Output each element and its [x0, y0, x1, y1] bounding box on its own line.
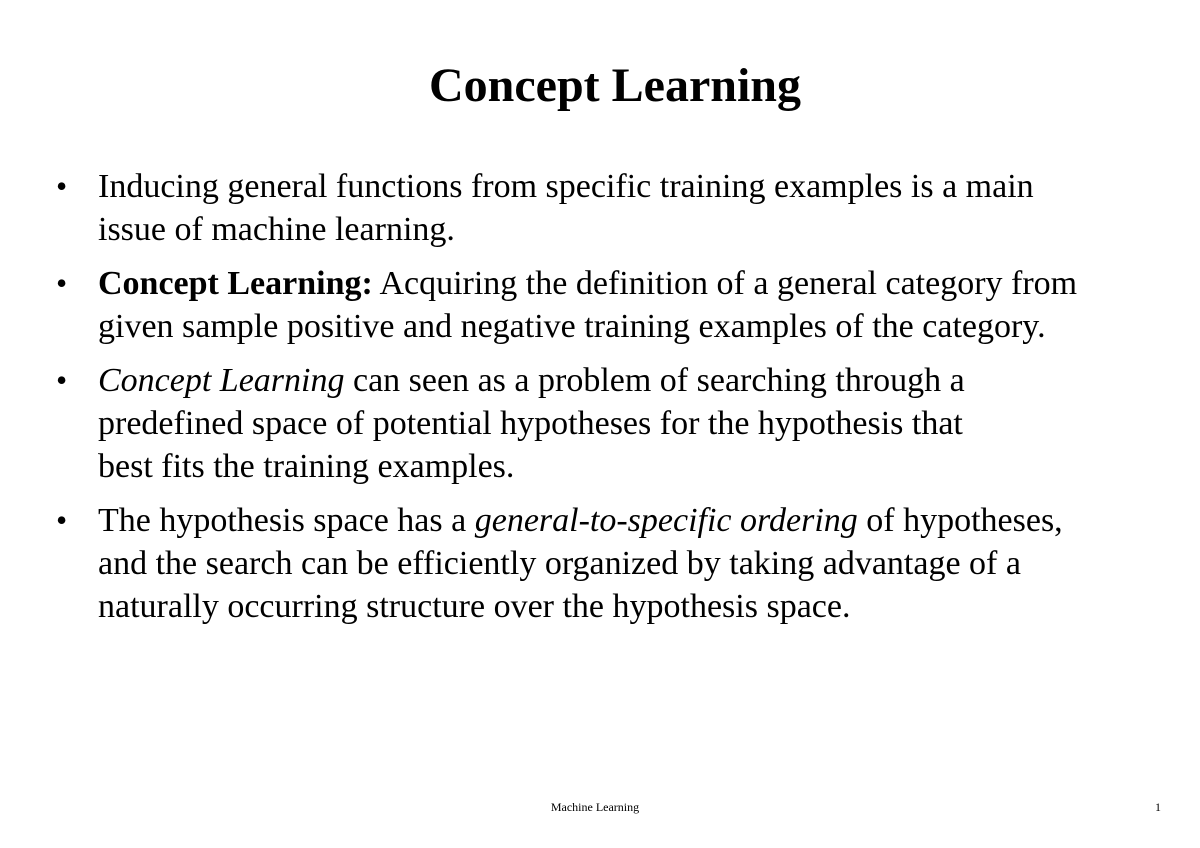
- bullet-icon: •: [56, 502, 68, 538]
- slide-title: Concept Learning: [429, 59, 801, 112]
- bullet-item-3: [0, 359, 1200, 488]
- bullet-3-line-2: predefined space of potential hypotheses for the hypothesis that: [98, 405, 963, 442]
- bullet-icon: •: [56, 168, 68, 204]
- bullet-item-4: [0, 499, 1200, 628]
- bullet-item-1: [0, 165, 1200, 251]
- bullet-2-line-1: [98, 262, 1180, 305]
- footer-course-title: Machine Learning: [550, 800, 640, 814]
- bullet-list: [0, 165, 1200, 639]
- bullet-icon: •: [56, 265, 68, 301]
- bullet-3-italic-term: Concept Learning: [98, 362, 345, 399]
- bullet-2-bold-term: Concept Learning:: [98, 265, 373, 302]
- bullet-4-line-1-start: The hypothesis space has a: [98, 502, 475, 539]
- footer-page-number: 1: [1155, 800, 1161, 814]
- bullet-2-line-2: given sample positive and negative training examples of the category.: [98, 308, 1046, 345]
- bullet-3-line-3: best fits the training examples.: [98, 448, 515, 485]
- bullet-4-italic-term: general-to-specific ordering: [474, 502, 858, 539]
- bullet-4-line-2: and the search can be efficiently organized by taking advantage of a: [98, 545, 1021, 582]
- bullet-item-2: [0, 262, 1200, 348]
- bullet-3-line-1: [98, 359, 1180, 402]
- bullet-1-line-1: Inducing general functions from specific training examples is a main: [98, 168, 1034, 205]
- bullet-1-line-2: issue of machine learning.: [98, 211, 455, 248]
- bullet-4-line-3: naturally occurring structure over the hypothesis space.: [98, 588, 851, 625]
- bullet-3-line-1-text: can seen as a problem of searching through a: [344, 362, 965, 399]
- bullet-4-line-1-end: of hypotheses,: [857, 502, 1063, 539]
- bullet-icon: •: [56, 362, 68, 398]
- bullet-4-line-1: [98, 499, 1180, 542]
- bullet-2-line-1-text: Acquiring the definition of a general category from: [372, 265, 1078, 302]
